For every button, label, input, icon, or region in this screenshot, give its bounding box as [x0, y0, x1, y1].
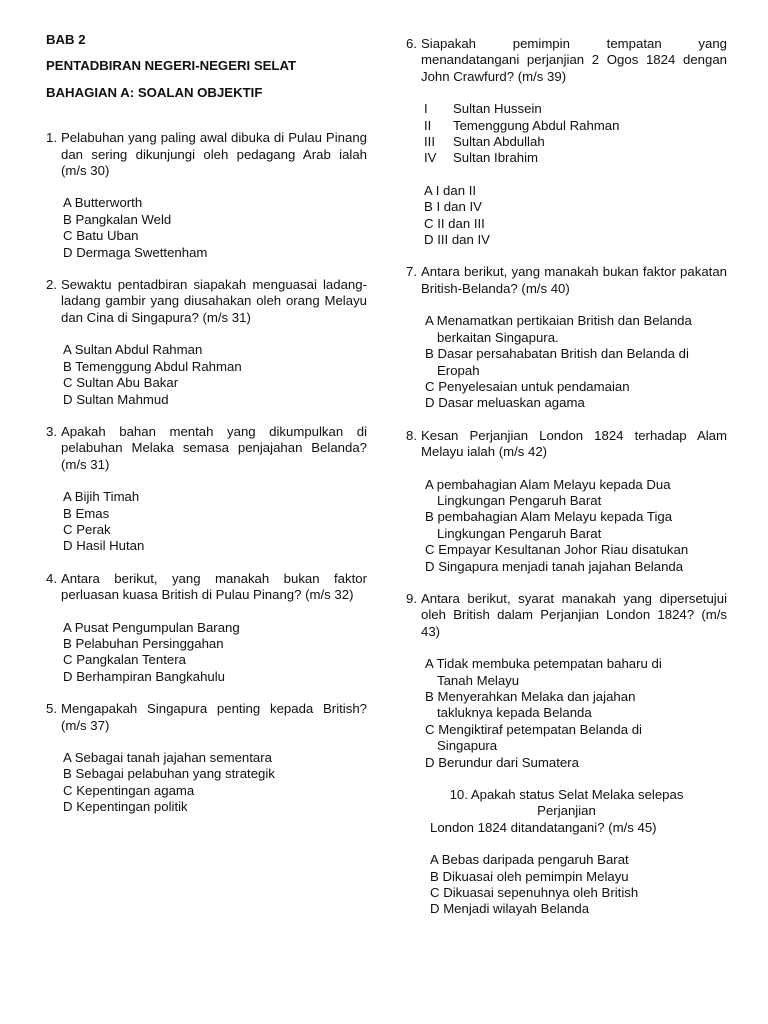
question-number: 2. [46, 277, 57, 293]
roman-text: Sultan Ibrahim [453, 150, 539, 166]
option-a [425, 477, 727, 510]
roman-item [424, 150, 727, 166]
question-3 [46, 424, 367, 555]
option-b [425, 346, 727, 379]
roman-item [424, 118, 727, 134]
option-d: D Dermaga Swettenham [63, 244, 208, 260]
roman-text: Temenggung Abdul Rahman [453, 117, 620, 133]
option-d [425, 559, 727, 575]
question-number: 8. [406, 427, 417, 443]
question-number: 4. [46, 570, 57, 586]
option-b: B I dan IV [424, 199, 482, 215]
option-list [406, 477, 727, 575]
option-a [425, 656, 727, 689]
option-text: D Berundur dari Sumatera [425, 754, 579, 770]
question-number: 1. [46, 130, 57, 146]
option-a: A Bebas daripada pengaruh Barat [430, 852, 629, 868]
option-text: B Menyerahkan Melaka dan jajahan [425, 689, 636, 704]
option-c: C II dan III [424, 215, 485, 231]
section-title: BAHAGIAN A: SOALAN OBJEKTIF [46, 84, 263, 100]
question-7 [406, 264, 727, 411]
option-text: D Dasar meluaskan agama [425, 395, 585, 411]
option-a: A Butterworth [63, 195, 143, 211]
option-text-continued: takluknya kepada Belanda [437, 705, 592, 721]
right-column [406, 36, 727, 918]
question-text: Apakah bahan mentah yang dikumpulkan di pelabuhan Melaka semasa penjajahan Belanda? (m/s 31) [61, 423, 367, 472]
question-number: 7. [406, 264, 417, 280]
option-text: A Menamatkan pertikaian British dan Belanda [425, 313, 692, 329]
option-list [46, 195, 367, 261]
option-text: C Empayar Kesultanan Johor Riau disatukan [425, 542, 689, 558]
question-text: Mengapakah Singapura penting kepada British? (m/s 37) [61, 701, 367, 733]
option-a: A I dan II [424, 182, 477, 198]
question-text: Apakah status Selat Melaka selepas [470, 787, 684, 803]
option-list [406, 852, 727, 918]
chapter-title: PENTADBIRAN NEGERI-NEGERI SELAT [46, 58, 297, 74]
option-b [425, 689, 727, 722]
option-text: C Penyelesaian untuk pendamaian [425, 378, 630, 394]
question-text-line: Perjanjian [537, 803, 596, 819]
roman-numeral: I [424, 101, 428, 117]
question-2 [46, 277, 367, 408]
question-5 [46, 701, 367, 815]
question-4 [46, 571, 367, 685]
question-number: 10. [449, 787, 468, 803]
option-text: D Singapura menjadi tanah jajahan Belanda [425, 558, 684, 574]
question-1 [46, 130, 367, 261]
option-a: A Pusat Pengumpulan Barang [63, 619, 240, 635]
option-text: C Mengiktiraf petempatan Belanda di [425, 721, 642, 737]
question-text-line: London 1824 ditandatangani? (m/s 45) [430, 819, 657, 835]
option-text: B Dasar persahabatan British dan Belanda di [425, 346, 689, 362]
option-text: B pembahagian Alam Melayu kepada Tiga [425, 509, 673, 525]
option-list [46, 489, 367, 555]
option-c [425, 379, 727, 395]
option-text-continued: Tanah Melayu [437, 672, 520, 688]
option-a: A Sebagai tanah jajahan sementara [63, 750, 272, 765]
option-c: C Dikuasai sepenuhnya oleh British [430, 885, 639, 901]
option-b [425, 509, 727, 542]
option-list [46, 342, 367, 408]
option-list [406, 313, 727, 411]
question-number: 3. [46, 423, 57, 439]
option-a: A Bijih Timah [63, 489, 140, 505]
roman-text: Sultan Abdullah [453, 134, 545, 150]
option-list [46, 750, 367, 816]
option-b: B Pelabuhan Persinggahan [63, 635, 224, 651]
question-text: Pelabuhan yang paling awal dibuka di Pulau Pinang dan sering dikunjungi oleh pedagang Arab ialah (m/s 30) [61, 130, 367, 179]
question-text: Siapakah pemimpin tempatan yang menandatangani perjanjian 2 Ogos 1824 dengan John Crawfurd? (m/s 39) [421, 36, 727, 84]
roman-item [424, 134, 727, 150]
question-10 [406, 787, 727, 918]
option-a [425, 313, 727, 346]
question-number: 9. [406, 590, 417, 606]
option-b: B Pangkalan Weld [63, 211, 172, 227]
option-list [406, 183, 727, 249]
question-text: Kesan Perjanjian London 1824 terhadap Alam Melayu ialah (m/s 42) [421, 427, 727, 460]
option-b: B Temenggung Abdul Rahman [63, 358, 242, 374]
question-9 [406, 591, 727, 771]
option-list [406, 656, 727, 771]
question-text: Antara berikut, syarat manakah yang dipersetujui oleh British dalam Perjanjian London 1824? (m/s 43) [421, 590, 727, 639]
question-text: Antara berikut, yang manakah bukan faktor perluasan kuasa British di Pulau Pinang? (m/s 32) [61, 570, 367, 603]
option-text: A pembahagian Alam Melayu kepada Dua [425, 476, 671, 492]
option-b: B Emas [63, 505, 110, 521]
question-6 [406, 36, 727, 248]
option-a: A Sultan Abdul Rahman [63, 342, 203, 358]
option-text-continued: berkaitan Singapura. [437, 329, 559, 345]
question-number: 6. [406, 36, 417, 51]
option-d [425, 395, 727, 411]
option-d: D Sultan Mahmud [63, 391, 169, 407]
roman-item [424, 101, 727, 117]
question-text: Sewaktu pentadbiran siapakah menguasai ladang-ladang gambir yang diusahakan oleh orang Melayu dan Cina di Singapura? (m/s 31) [61, 277, 367, 325]
option-c: C Pangkalan Tentera [63, 652, 186, 668]
chapter-label: BAB 2 [46, 32, 86, 47]
roman-numeral: II [424, 117, 432, 133]
question-number: 5. [46, 701, 57, 717]
question-8 [406, 428, 727, 575]
option-c: C Sultan Abu Bakar [63, 375, 179, 391]
option-d: D Hasil Hutan [63, 538, 145, 554]
roman-numeral: IV [424, 150, 437, 166]
question-text-line [406, 787, 727, 803]
option-text-continued: Lingkungan Pengaruh Barat [437, 525, 602, 541]
option-c [425, 722, 727, 755]
roman-list [406, 101, 727, 167]
option-d [425, 755, 727, 771]
option-b: B Sebagai pelabuhan yang strategik [63, 766, 275, 782]
option-list [46, 620, 367, 686]
roman-numeral: III [424, 134, 435, 150]
roman-text: Sultan Hussein [453, 101, 542, 117]
left-column [46, 32, 367, 832]
option-c: C Kepentingan agama [63, 782, 195, 798]
option-text: A Tidak membuka petempatan baharu di [425, 656, 662, 672]
option-c: C Batu Uban [63, 228, 139, 244]
question-text: Antara berikut, yang manakah bukan faktor pakatan British-Belanda? (m/s 40) [421, 264, 727, 296]
option-d: D Menjadi wilayah Belanda [430, 901, 590, 917]
option-d: D Kepentingan politik [63, 799, 188, 815]
option-b: B Dikuasai oleh pemimpin Melayu [430, 868, 629, 884]
option-text-continued: Lingkungan Pengaruh Barat [437, 492, 602, 508]
option-text-continued: Singapura [437, 738, 498, 754]
option-d: D Berhampiran Bangkahulu [63, 668, 226, 684]
option-text-continued: Eropah [437, 362, 480, 378]
option-d: D III dan IV [424, 232, 490, 248]
option-c: C Perak [63, 521, 111, 537]
option-c [425, 542, 727, 558]
